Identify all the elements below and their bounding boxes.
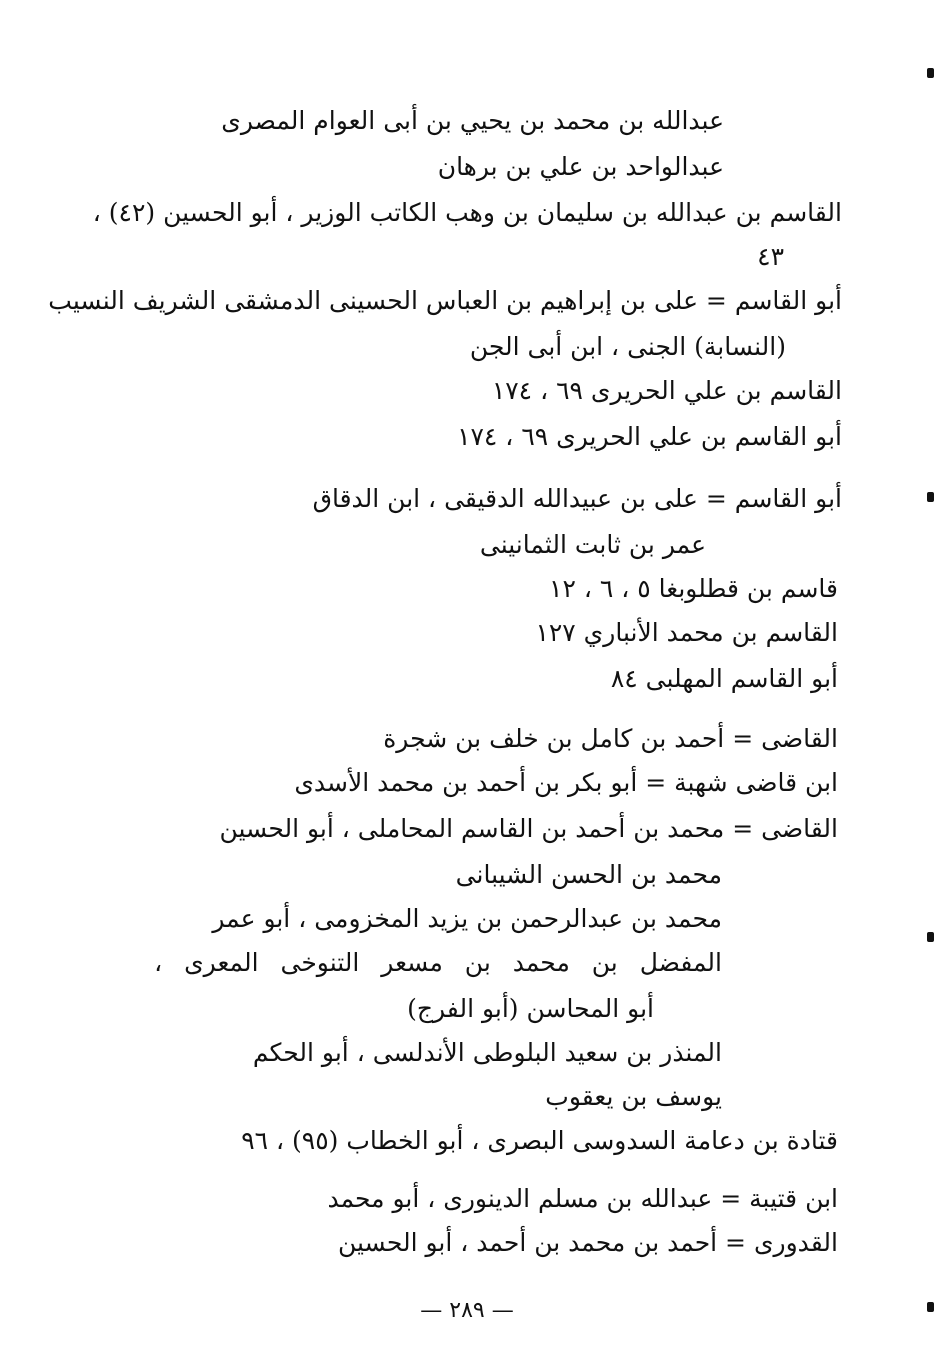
margin-mark [927,68,934,78]
index-entry: القاسم بن عبدالله بن سليمان بن وهب الكاتب الوزير ، أبو الحسين (٤٢) ، [92,198,842,227]
index-entry: عمر بن ثابت الثمانينى [479,530,706,559]
index-entry: أبو القاسم = على بن عبيدالله الدقيقى ، ابن الدقاق [312,484,842,513]
index-entry: أبو القاسم = على بن إبراهيم بن العباس الحسينى الدمشقى الشريف النسيب [48,286,842,315]
index-entry: القدورى = أحمد بن محمد بن أحمد ، أبو الحسين [337,1228,838,1257]
index-entry: قتادة بن دعامة السدوسى البصرى ، أبو الخطاب (٩٥) ، ٩٦ [241,1126,838,1155]
index-entry: أبو القاسم بن علي الحريرى ٦٩ ، ١٧٤ [457,422,842,451]
index-entry: محمد بن عبدالرحمن بن يزيد المخزومى ، أبو عمر [212,904,722,933]
index-entry: أبو القاسم المهلبى ٨٤ [610,664,838,693]
margin-mark [927,492,934,502]
index-entry: قاسم بن قطلوبغا ٥ ، ٦ ، ١٢ [549,574,838,603]
index-entry: ابن قاضى شهبة = أبو بكر بن أحمد بن محمد الأسدى [294,768,838,797]
index-entry: المنذر بن سعيد البلوطى الأندلسى ، أبو الحكم [252,1038,722,1067]
margin-mark [927,932,934,942]
margin-mark [927,1302,934,1312]
index-entry: القاضى = أحمد بن كامل بن خلف بن شجرة [383,724,838,753]
index-entry: (النسابة) الجنى ، ابن أبى الجن [469,332,786,361]
index-entry: القاسم بن علي الحريرى ٦٩ ، ١٧٤ [491,376,842,405]
index-entry: القاسم بن محمد الأنباري ١٢٧ [535,618,838,647]
index-entry: ٤٣ [757,242,784,271]
page-number: — ٢٨٩ — [420,1298,514,1323]
index-entry: ابن قتيبة = عبدالله بن مسلم الدينورى ، أبو محمد [327,1184,838,1213]
index-entry: يوسف بن يعقوب [545,1082,722,1111]
index-entry: عبدالله بن محمد بن يحيي بن أبى العوام المصرى [221,106,724,135]
index-entry: محمد بن الحسن الشيبانى [455,860,722,889]
index-entry: المفضل بن محمد بن مسعر التنوخى المعرى ، [154,948,722,977]
index-entry: القاضى = محمد بن أحمد بن القاسم المحاملى ، أبو الحسين [219,814,838,843]
index-entry: عبدالواحد بن علي بن برهان [437,152,724,181]
index-entry: أبو المحاسن (أبو الفرج) [407,994,654,1023]
